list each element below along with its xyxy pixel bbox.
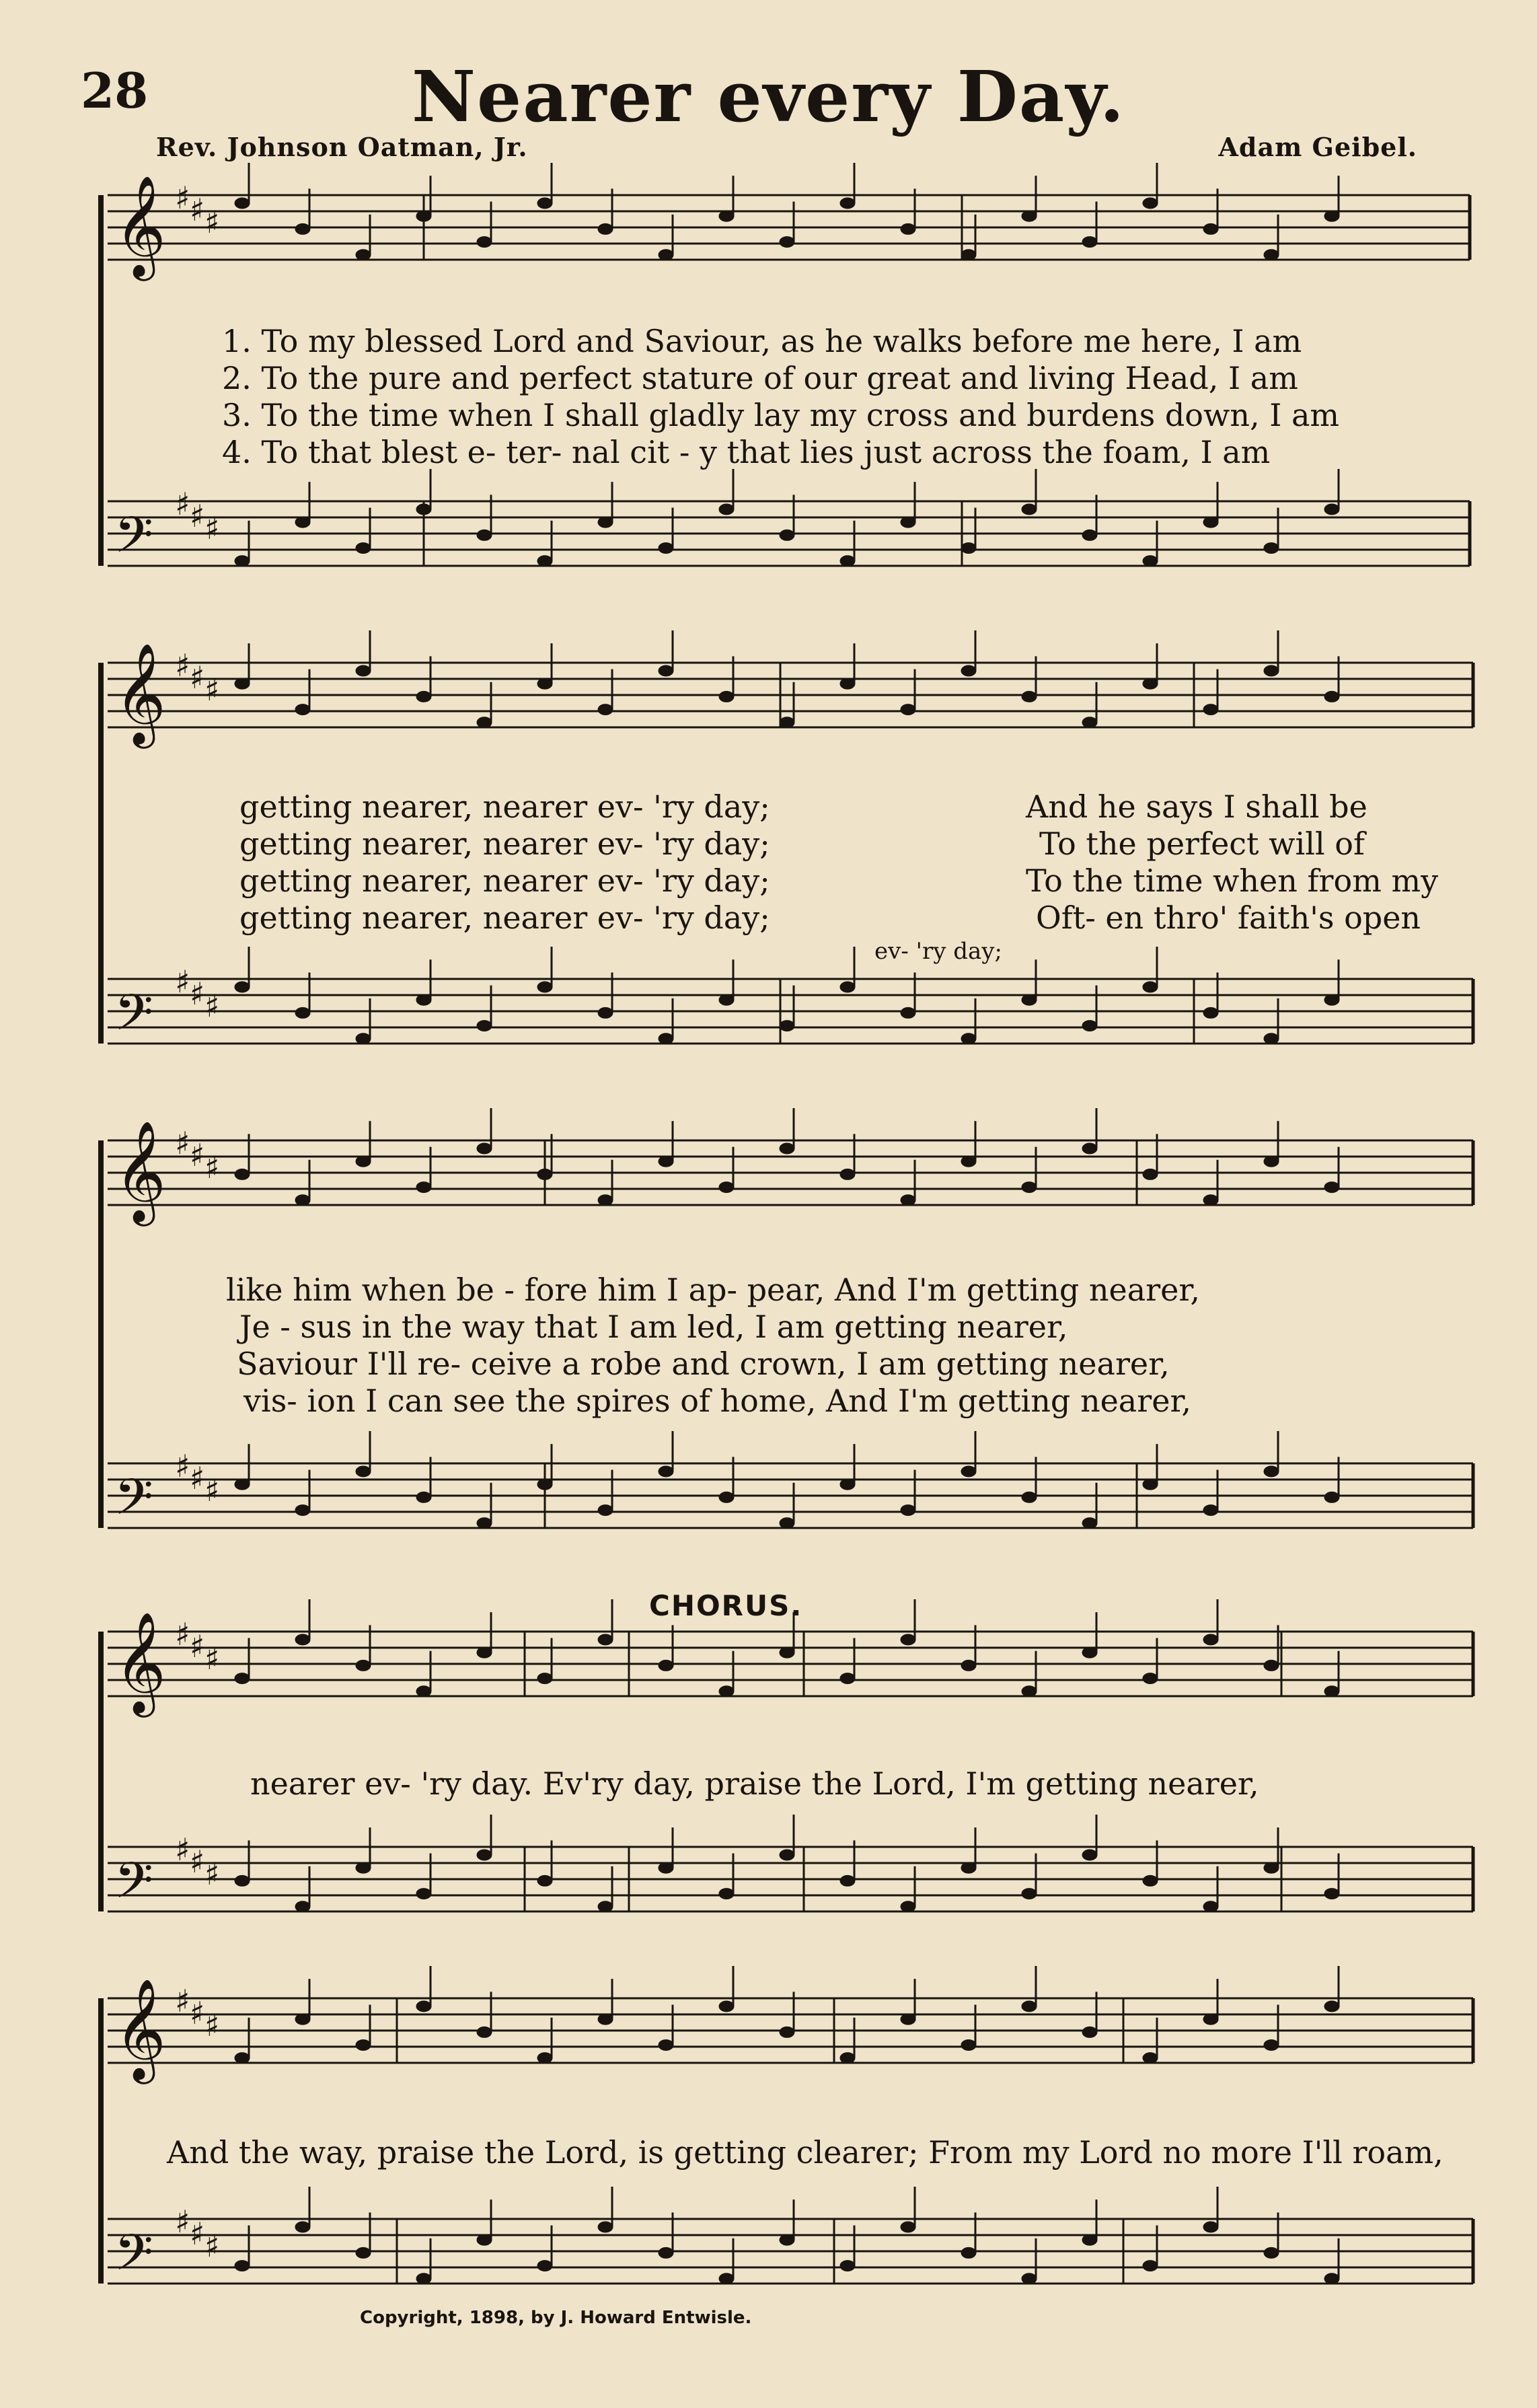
note-head bbox=[1264, 665, 1279, 676]
verse-4-line-2a: getting nearer, nearer ev- 'ry day; bbox=[239, 900, 770, 936]
note-head bbox=[1143, 1875, 1158, 1886]
sharp-icon: ♯ bbox=[175, 1125, 190, 1161]
sharp-icon: ♯ bbox=[175, 1448, 190, 1484]
note-head bbox=[598, 1195, 613, 1206]
note-head bbox=[295, 1505, 310, 1516]
note-head bbox=[1082, 1518, 1097, 1529]
note-head bbox=[416, 211, 431, 221]
note-head bbox=[416, 1492, 431, 1502]
note-head bbox=[235, 198, 250, 209]
sharp-icon: ♯ bbox=[175, 1616, 190, 1652]
note-head bbox=[1264, 1660, 1279, 1671]
note-head bbox=[1203, 2014, 1218, 2024]
note-head bbox=[659, 543, 673, 554]
note-head bbox=[719, 2001, 734, 2012]
note-head bbox=[1022, 211, 1037, 221]
sharp-icon: ♯ bbox=[175, 647, 190, 684]
note-head bbox=[901, 704, 915, 715]
note-head bbox=[719, 1889, 734, 1899]
note-head bbox=[961, 1660, 976, 1671]
note-head bbox=[901, 1634, 915, 1645]
verse-3-line-3: Saviour I'll re- ceive a robe and crown, I am getting nearer, bbox=[237, 1346, 1170, 1382]
note-head bbox=[235, 1673, 250, 1684]
note-head bbox=[235, 1875, 250, 1886]
note-head bbox=[659, 1660, 673, 1671]
note-head bbox=[840, 2053, 855, 2064]
note-head bbox=[537, 2261, 552, 2271]
note-head bbox=[840, 1673, 855, 1684]
page-number: 28 bbox=[81, 62, 149, 119]
note-head bbox=[235, 1479, 250, 1490]
note-head bbox=[356, 1466, 371, 1477]
sharp-icon: ♯ bbox=[175, 963, 190, 1000]
note-head bbox=[719, 211, 734, 221]
note-head bbox=[659, 1466, 673, 1477]
chorus-line-2: And the way, praise the Lord, is getting clearer; From my Lord no more I'll roam, bbox=[167, 2134, 1444, 2170]
note-head bbox=[961, 1862, 976, 1873]
note-head bbox=[356, 1033, 371, 1044]
note-head bbox=[840, 678, 855, 689]
chorus-label: CHORUS. bbox=[649, 1589, 803, 1622]
sharp-icon: ♯ bbox=[204, 2228, 220, 2264]
small-lyric-evry-day: ev- 'ry day; bbox=[874, 938, 1002, 965]
note-head bbox=[1203, 2222, 1218, 2232]
note-head bbox=[235, 982, 250, 992]
sharp-icon: ♯ bbox=[204, 1856, 220, 1892]
note-head bbox=[901, 1195, 915, 1206]
note-head bbox=[598, 2014, 613, 2024]
note-head bbox=[235, 556, 250, 567]
note-head bbox=[1082, 2027, 1097, 2037]
note-head bbox=[416, 2001, 431, 2012]
note-head bbox=[1264, 1862, 1279, 1873]
note-head bbox=[1143, 982, 1158, 992]
note-head bbox=[356, 1660, 371, 1671]
sharp-icon: ♯ bbox=[175, 486, 190, 522]
verse-4-line-3: vis- ion I can see the spires of home, And I'm getting nearer, bbox=[243, 1383, 1191, 1419]
note-head bbox=[1143, 1479, 1158, 1490]
note-head bbox=[1022, 1492, 1037, 1502]
note-head bbox=[1264, 250, 1279, 260]
note-head bbox=[1264, 543, 1279, 554]
sharp-icon: ♯ bbox=[190, 1137, 205, 1173]
note-head bbox=[840, 2261, 855, 2271]
note-head bbox=[901, 1505, 915, 1516]
note-head bbox=[356, 2040, 371, 2051]
note-head bbox=[840, 556, 855, 567]
note-head bbox=[416, 1889, 431, 1899]
note-head bbox=[1143, 556, 1158, 567]
bass-clef-icon: 𝄢 bbox=[114, 984, 153, 1054]
note-head bbox=[295, 1007, 310, 1018]
note-head bbox=[598, 2222, 613, 2232]
note-head bbox=[1324, 1889, 1339, 1899]
sharp-icon: ♯ bbox=[204, 671, 220, 708]
note-head bbox=[901, 1007, 915, 1018]
note-head bbox=[1264, 2040, 1279, 2051]
note-head bbox=[598, 1634, 613, 1645]
note-head bbox=[295, 704, 310, 715]
verse-4-line-1: 4. To that blest e- ter- nal cit - y that lies just across the foam, I am bbox=[222, 434, 1271, 470]
note-head bbox=[1203, 1634, 1218, 1645]
bass-clef-icon: 𝄢 bbox=[114, 1852, 153, 1922]
note-head bbox=[901, 2014, 915, 2024]
note-head bbox=[1264, 1033, 1279, 1044]
note-head bbox=[537, 1673, 552, 1684]
verse-1-line-3: like him when be - fore him I ap- pear, And I'm getting nearer, bbox=[226, 1272, 1200, 1308]
note-head bbox=[780, 717, 794, 728]
bass-clef-icon: 𝄢 bbox=[114, 2224, 153, 2294]
note-head bbox=[477, 237, 492, 248]
note-head bbox=[1143, 198, 1158, 209]
note-head bbox=[961, 250, 976, 260]
bass-clef-icon: 𝄢 bbox=[114, 506, 153, 577]
note-head bbox=[598, 517, 613, 527]
sharp-icon: ♯ bbox=[190, 1460, 205, 1496]
note-head bbox=[1264, 1466, 1279, 1477]
note-head bbox=[659, 1033, 673, 1044]
note-head bbox=[901, 223, 915, 234]
note-head bbox=[295, 517, 310, 527]
note-head bbox=[537, 678, 552, 689]
note-head bbox=[537, 1479, 552, 1490]
note-head bbox=[295, 2014, 310, 2024]
note-head bbox=[356, 2247, 371, 2258]
note-head bbox=[1143, 2053, 1158, 2064]
note-head bbox=[477, 2027, 492, 2037]
note-head bbox=[1264, 2247, 1279, 2258]
note-head bbox=[1143, 2261, 1158, 2271]
sharp-icon: ♯ bbox=[190, 2216, 205, 2252]
note-head bbox=[659, 1156, 673, 1167]
note-head bbox=[1324, 211, 1339, 221]
note-head bbox=[840, 982, 855, 992]
note-head bbox=[961, 2040, 976, 2051]
note-head bbox=[1022, 994, 1037, 1005]
sharp-icon: ♯ bbox=[204, 1472, 220, 1508]
note-head bbox=[477, 530, 492, 540]
note-head bbox=[719, 1182, 734, 1193]
sharp-icon: ♯ bbox=[190, 192, 205, 228]
note-head bbox=[1203, 1901, 1218, 1912]
note-head bbox=[961, 2247, 976, 2258]
note-head bbox=[1203, 1195, 1218, 1206]
sharp-icon: ♯ bbox=[190, 1844, 205, 1880]
note-head bbox=[295, 1901, 310, 1912]
treble-clef-icon: 𝄞 bbox=[114, 1120, 166, 1222]
hymn-title: Nearer every Day. bbox=[411, 55, 1126, 138]
note-head bbox=[719, 2273, 734, 2284]
note-head bbox=[477, 1021, 492, 1031]
note-head bbox=[537, 556, 552, 567]
treble-clef-icon: 𝄞 bbox=[114, 1977, 166, 2080]
note-head bbox=[416, 2273, 431, 2284]
note-head bbox=[780, 1143, 794, 1154]
note-head bbox=[1082, 2234, 1097, 2245]
note-head bbox=[356, 250, 371, 260]
note-head bbox=[1022, 1182, 1037, 1193]
copyright-notice: Copyright, 1898, by J. Howard Entwisle. bbox=[360, 2308, 752, 2328]
note-head bbox=[1264, 1156, 1279, 1167]
sharp-icon: ♯ bbox=[175, 180, 190, 216]
note-head bbox=[1143, 1169, 1158, 1179]
note-head bbox=[659, 250, 673, 260]
verse-1-line-2a: getting nearer, nearer ev- 'ry day; bbox=[239, 789, 770, 825]
note-head bbox=[1324, 994, 1339, 1005]
composer-credit: Adam Geibel. bbox=[1218, 132, 1417, 162]
note-head bbox=[416, 504, 431, 515]
note-head bbox=[1022, 1889, 1037, 1899]
note-head bbox=[780, 237, 794, 248]
note-head bbox=[961, 665, 976, 676]
note-head bbox=[1324, 1492, 1339, 1502]
sharp-icon: ♯ bbox=[204, 988, 220, 1024]
sharp-icon: ♯ bbox=[175, 2203, 190, 2240]
note-head bbox=[780, 1850, 794, 1860]
note-head bbox=[537, 198, 552, 209]
note-head bbox=[1082, 1143, 1097, 1154]
sharp-icon: ♯ bbox=[204, 204, 220, 240]
verse-3-line-2b: To the time when from my bbox=[1026, 863, 1439, 899]
note-head bbox=[780, 2234, 794, 2245]
note-head bbox=[1203, 517, 1218, 527]
note-head bbox=[780, 1518, 794, 1529]
note-head bbox=[598, 1505, 613, 1516]
verse-2-line-2a: getting nearer, nearer ev- 'ry day; bbox=[239, 826, 770, 862]
sharp-icon: ♯ bbox=[204, 510, 220, 546]
note-head bbox=[537, 982, 552, 992]
treble-clef-icon: 𝄞 bbox=[114, 1611, 166, 1713]
note-head bbox=[659, 2247, 673, 2258]
note-head bbox=[1082, 1021, 1097, 1031]
note-head bbox=[961, 1466, 976, 1477]
note-head bbox=[235, 678, 250, 689]
note-head bbox=[1324, 2001, 1339, 2012]
note-head bbox=[235, 2261, 250, 2271]
sharp-icon: ♯ bbox=[204, 1149, 220, 1185]
note-head bbox=[477, 1850, 492, 1860]
note-head bbox=[1324, 504, 1339, 515]
note-head bbox=[659, 665, 673, 676]
sharp-icon: ♯ bbox=[190, 1628, 205, 1665]
bass-clef-icon: 𝄢 bbox=[114, 1468, 153, 1539]
note-head bbox=[416, 1182, 431, 1193]
note-head bbox=[477, 1518, 492, 1529]
note-head bbox=[295, 1195, 310, 1206]
note-head bbox=[1324, 691, 1339, 702]
verse-1-line-2b: And he says I shall be bbox=[1026, 789, 1367, 825]
verse-3-line-1: 3. To the time when I shall gladly lay my cross and burdens down, I am bbox=[222, 397, 1340, 433]
note-head bbox=[477, 717, 492, 728]
note-head bbox=[295, 2222, 310, 2232]
note-head bbox=[1022, 1686, 1037, 1697]
note-head bbox=[840, 1479, 855, 1490]
note-head bbox=[780, 1021, 794, 1031]
note-head bbox=[598, 1007, 613, 1018]
note-head bbox=[1143, 678, 1158, 689]
note-head bbox=[598, 223, 613, 234]
note-head bbox=[719, 691, 734, 702]
note-head bbox=[537, 1875, 552, 1886]
note-head bbox=[719, 1686, 734, 1697]
note-head bbox=[780, 530, 794, 540]
note-head bbox=[477, 2234, 492, 2245]
sharp-icon: ♯ bbox=[175, 1831, 190, 1868]
note-head bbox=[598, 1901, 613, 1912]
note-head bbox=[416, 1686, 431, 1697]
note-head bbox=[901, 2222, 915, 2232]
note-head bbox=[1082, 1850, 1097, 1860]
sharp-icon: ♯ bbox=[204, 1640, 220, 1677]
verse-3-line-2a: getting nearer, nearer ev- 'ry day; bbox=[239, 863, 770, 899]
note-head bbox=[1324, 1686, 1339, 1697]
chorus-line-1: nearer ev- 'ry day. Ev'ry day, praise the Lord, I'm getting nearer, bbox=[250, 1765, 1259, 1802]
note-head bbox=[1082, 237, 1097, 248]
note-head bbox=[901, 1901, 915, 1912]
note-head bbox=[840, 1169, 855, 1179]
note-head bbox=[1203, 704, 1218, 715]
note-head bbox=[840, 198, 855, 209]
note-head bbox=[1082, 530, 1097, 540]
note-head bbox=[235, 1169, 250, 1179]
sharp-icon: ♯ bbox=[190, 659, 205, 696]
note-head bbox=[719, 994, 734, 1005]
note-head bbox=[1324, 2273, 1339, 2284]
verse-4-line-2b: Oft- en thro' faith's open bbox=[1036, 900, 1421, 936]
note-head bbox=[780, 1647, 794, 1658]
note-head bbox=[416, 691, 431, 702]
note-head bbox=[961, 1033, 976, 1044]
verse-2-line-1: 2. To the pure and perfect stature of our great and living Head, I am bbox=[222, 360, 1298, 396]
note-head bbox=[477, 1143, 492, 1154]
note-head bbox=[1022, 2001, 1037, 2012]
note-head bbox=[1082, 1647, 1097, 1658]
sharp-icon: ♯ bbox=[190, 498, 205, 534]
sharp-icon: ♯ bbox=[175, 1983, 190, 2019]
sharp-icon: ♯ bbox=[204, 2007, 220, 2043]
treble-clef-icon: 𝄞 bbox=[114, 642, 166, 744]
note-head bbox=[1143, 1673, 1158, 1684]
note-head bbox=[1022, 691, 1037, 702]
note-head bbox=[1203, 223, 1218, 234]
sharp-icon: ♯ bbox=[190, 1995, 205, 2031]
sharp-icon: ♯ bbox=[190, 976, 205, 1012]
note-head bbox=[598, 704, 613, 715]
note-head bbox=[295, 1634, 310, 1645]
note-head bbox=[477, 1647, 492, 1658]
note-head bbox=[356, 1862, 371, 1873]
note-head bbox=[961, 1156, 976, 1167]
note-head bbox=[356, 543, 371, 554]
note-head bbox=[537, 1169, 552, 1179]
note-head bbox=[1022, 504, 1037, 515]
note-head bbox=[719, 504, 734, 515]
note-head bbox=[1324, 1182, 1339, 1193]
note-head bbox=[356, 665, 371, 676]
note-head bbox=[356, 1156, 371, 1167]
note-head bbox=[537, 2053, 552, 2064]
note-head bbox=[780, 2027, 794, 2037]
note-head bbox=[416, 994, 431, 1005]
verse-1-line-1: 1. To my blessed Lord and Saviour, as he walks before me here, I am bbox=[222, 323, 1302, 359]
note-head bbox=[719, 1492, 734, 1502]
lyricist-credit: Rev. Johnson Oatman, Jr. bbox=[156, 132, 528, 162]
note-head bbox=[840, 1875, 855, 1886]
note-head bbox=[1082, 717, 1097, 728]
note-head bbox=[1022, 2273, 1037, 2284]
note-head bbox=[961, 543, 976, 554]
note-head bbox=[1203, 1007, 1218, 1018]
verse-2-line-3: Je - sus in the way that I am led, I am getting nearer, bbox=[239, 1309, 1068, 1345]
treble-clef-icon: 𝄞 bbox=[114, 174, 166, 277]
note-head bbox=[659, 1862, 673, 1873]
verse-2-line-2b: To the perfect will of bbox=[1039, 826, 1365, 862]
note-head bbox=[901, 517, 915, 527]
note-head bbox=[659, 2040, 673, 2051]
note-head bbox=[1203, 1505, 1218, 1516]
note-head bbox=[295, 223, 310, 234]
note-head bbox=[235, 2053, 250, 2064]
